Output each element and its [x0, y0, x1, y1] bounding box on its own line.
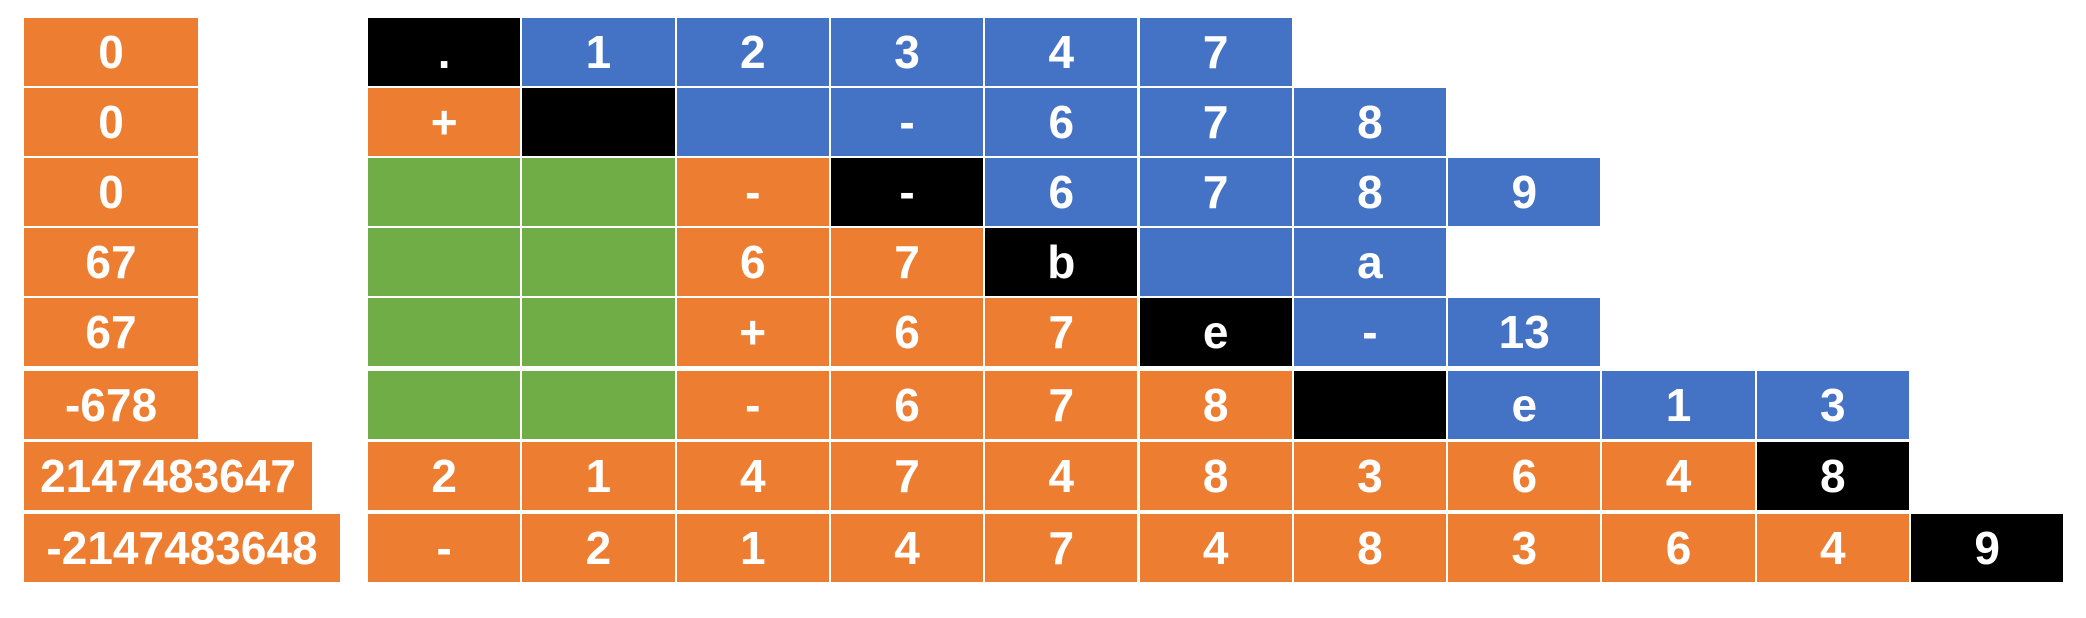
char-cell-green — [367, 157, 521, 227]
char-cell-blue: 4 — [984, 17, 1138, 87]
result-value: 0 — [23, 87, 199, 157]
char-cell-black: 8 — [1756, 441, 1910, 511]
char-cell-orange: 8 — [1139, 441, 1293, 511]
char-cell-blue: e — [1447, 370, 1601, 440]
char-cell-orange: 6 — [1447, 441, 1601, 511]
char-cell-blue: 7 — [1139, 157, 1293, 227]
result-value: 67 — [23, 297, 199, 367]
char-cell-black: e — [1139, 297, 1293, 367]
char-cell-blue: 2 — [676, 17, 830, 87]
char-cell-blue: 1 — [521, 17, 675, 87]
char-cell-green — [521, 297, 675, 367]
char-cell-orange: 4 — [676, 441, 830, 511]
char-cell-blue: 6 — [984, 87, 1138, 157]
char-cell-black — [521, 87, 675, 157]
char-cell-orange: 6 — [1601, 513, 1755, 583]
char-cell-black: 9 — [1910, 513, 2064, 583]
result-value: 67 — [23, 227, 199, 297]
char-cell-orange: 1 — [676, 513, 830, 583]
char-cell-orange: 8 — [1293, 513, 1447, 583]
result-value: 0 — [23, 17, 199, 87]
char-cell-orange: - — [367, 513, 521, 583]
char-cell-blue: 3 — [1756, 370, 1910, 440]
char-cell-orange: + — [676, 297, 830, 367]
char-cell-blue: 8 — [1293, 157, 1447, 227]
char-cell-orange: 4 — [1756, 513, 1910, 583]
char-cell-blue — [676, 87, 830, 157]
char-cell-orange: 1 — [521, 441, 675, 511]
char-cell-orange: 4 — [984, 441, 1138, 511]
char-cell-orange: - — [676, 370, 830, 440]
char-cell-blue: 9 — [1447, 157, 1601, 227]
char-cell-green — [367, 297, 521, 367]
char-cell-orange: 3 — [1447, 513, 1601, 583]
result-value: -678 — [23, 370, 199, 440]
char-cell-orange: 6 — [676, 227, 830, 297]
char-cell-orange: 4 — [1601, 441, 1755, 511]
result-value: 2147483647 — [23, 441, 313, 511]
char-cell-orange: 4 — [1139, 513, 1293, 583]
char-cell-green — [367, 227, 521, 297]
char-cell-orange: 3 — [1293, 441, 1447, 511]
char-cell-orange: 6 — [830, 297, 984, 367]
char-cell-blue: 8 — [1293, 87, 1447, 157]
char-cell-orange: 4 — [830, 513, 984, 583]
char-cell-green — [521, 157, 675, 227]
char-cell-blue: a — [1293, 227, 1447, 297]
char-cell-orange: 7 — [984, 297, 1138, 367]
char-cell-black: . — [367, 17, 521, 87]
char-cell-green — [367, 370, 521, 440]
char-cell-blue: 7 — [1139, 17, 1293, 87]
char-cell-orange: 7 — [984, 513, 1138, 583]
char-cell-orange: + — [367, 87, 521, 157]
char-cell-blue: 6 — [984, 157, 1138, 227]
result-value: -2147483648 — [23, 513, 341, 583]
result-value: 0 — [23, 157, 199, 227]
char-cell-black: b — [984, 227, 1138, 297]
char-cell-black — [1293, 370, 1447, 440]
char-cell-orange: 2 — [521, 513, 675, 583]
char-cell-blue: 7 — [1139, 87, 1293, 157]
char-cell-green — [521, 227, 675, 297]
char-cell-orange: 7 — [830, 227, 984, 297]
char-cell-orange: 2 — [367, 441, 521, 511]
char-cell-blue: - — [1293, 297, 1447, 367]
char-cell-blue: - — [830, 87, 984, 157]
char-cell-orange: - — [676, 157, 830, 227]
char-cell-orange: 7 — [984, 370, 1138, 440]
char-cell-orange: 8 — [1139, 370, 1293, 440]
char-cell-blue: 13 — [1447, 297, 1601, 367]
char-cell-black: - — [830, 157, 984, 227]
char-cell-green — [521, 370, 675, 440]
char-cell-blue — [1139, 227, 1293, 297]
char-cell-blue: 1 — [1601, 370, 1755, 440]
char-cell-orange: 6 — [830, 370, 984, 440]
char-cell-orange: 7 — [830, 441, 984, 511]
char-cell-blue: 3 — [830, 17, 984, 87]
